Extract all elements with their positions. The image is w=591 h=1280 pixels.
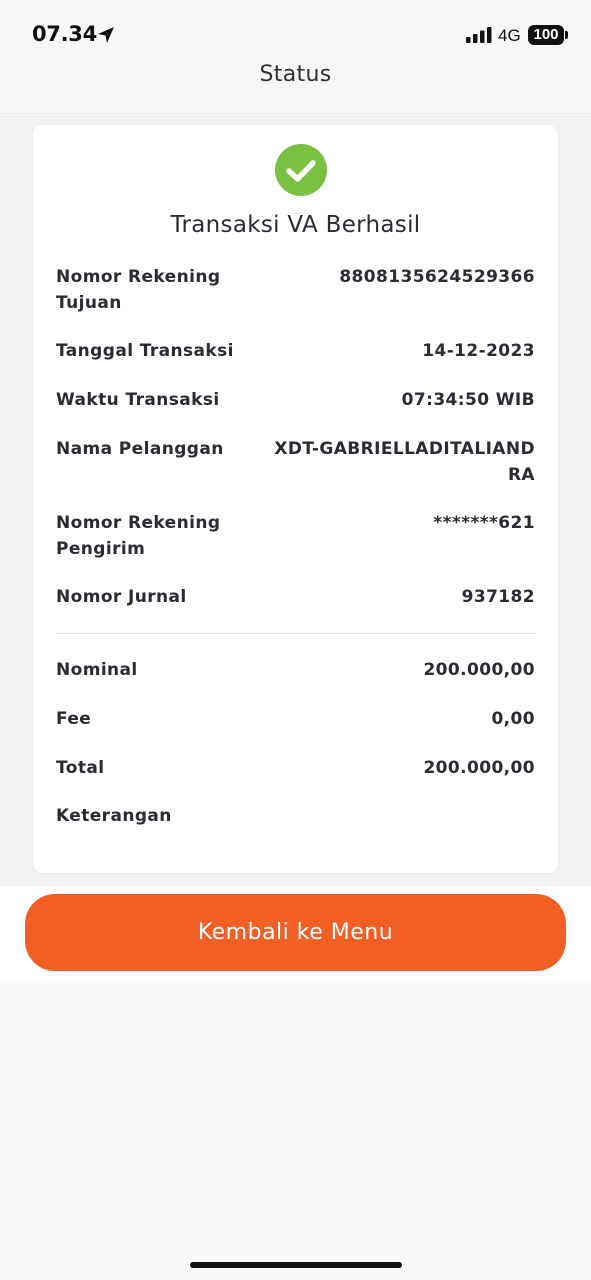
amount-label: Fee <box>56 709 92 729</box>
network-type: 4G <box>498 26 521 45</box>
detail-value: 937182 <box>461 587 535 607</box>
detail-label: Waktu Transaksi <box>56 390 220 410</box>
detail-label: Nomor Jurnal <box>56 587 187 607</box>
check-circle-icon <box>275 144 327 196</box>
status-time: 07.34 <box>32 22 97 46</box>
back-to-menu-button[interactable]: Kembali ke Menu <box>25 894 566 971</box>
result-title: Transaksi VA Berhasil <box>170 212 421 238</box>
page-title: Status <box>259 62 332 87</box>
detail-label: Nomor Rekening Tujuan <box>56 267 221 313</box>
signal-icon <box>466 27 492 43</box>
detail-label: Tanggal Transaksi <box>56 341 234 361</box>
amount-label: Total <box>56 758 105 778</box>
amount-value: 0,00 <box>491 709 535 729</box>
detail-label: Nama Pelanggan <box>56 439 224 459</box>
location-arrow-icon <box>96 25 116 45</box>
page-header <box>0 60 591 114</box>
detail-value: XDT-GABRIELLADITALIANDRA <box>274 439 535 485</box>
battery-icon: 100 <box>528 25 564 45</box>
amount-label: Nominal <box>56 660 138 680</box>
amount-label: Keterangan <box>56 806 172 826</box>
divider <box>56 633 535 634</box>
detail-value: 07:34:50 WIB <box>401 390 535 410</box>
detail-value: 14-12-2023 <box>422 341 535 361</box>
detail-value: 8808135624529366 <box>339 267 535 287</box>
detail-label: Nomor Rekening Pengirim <box>56 513 221 559</box>
amount-value: 200.000,00 <box>423 758 535 778</box>
battery-cap <box>565 31 568 39</box>
status-bar <box>0 0 591 60</box>
home-indicator[interactable] <box>190 1262 402 1268</box>
amount-value: 200.000,00 <box>423 660 535 680</box>
detail-value: *******621 <box>433 513 535 533</box>
